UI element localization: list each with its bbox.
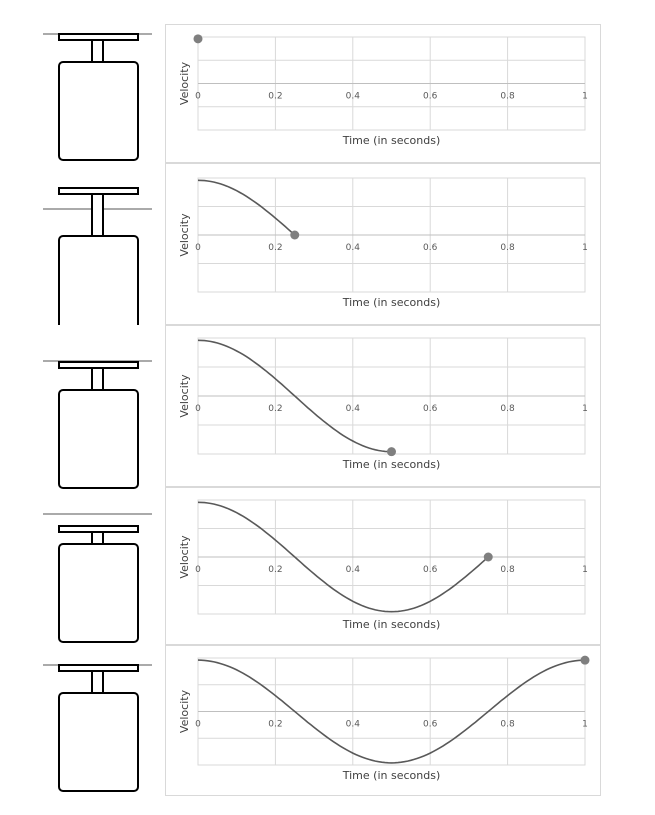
x-tick-label: 0.4 (345, 719, 360, 730)
chart-svg-5 (166, 646, 602, 797)
x-tick-label: 0.2 (268, 91, 283, 102)
chart-svg-2 (166, 164, 602, 326)
x-tick-label: 0.2 (268, 719, 283, 730)
chart-svg-3 (166, 326, 602, 488)
x-tick-label: 0 (195, 719, 201, 730)
piston-icon (40, 350, 200, 490)
x-tick-label: 0.8 (500, 243, 515, 253)
x-axis-title: Time (in seconds) (342, 618, 441, 631)
x-tick-label: 0.6 (423, 719, 438, 730)
x-tick-label: 0.2 (268, 243, 283, 253)
piston-rod (92, 368, 103, 390)
x-tick-label: 1 (582, 404, 588, 414)
x-tick-label: 0.4 (345, 91, 360, 102)
velocity-chart-4 (165, 487, 601, 645)
current-point-marker (581, 656, 590, 665)
x-tick-label: 0.4 (345, 565, 360, 575)
x-tick-label: 0.8 (500, 404, 515, 414)
x-axis-title: Time (in seconds) (342, 134, 441, 147)
y-axis-title: Velocity (178, 535, 191, 579)
x-tick-label: 0.6 (423, 404, 438, 414)
piston-body (59, 236, 138, 325)
piston-icon (40, 656, 200, 796)
x-tick-label: 0.6 (423, 565, 438, 575)
piston-rod (92, 40, 103, 62)
x-tick-label: 1 (582, 91, 588, 102)
x-tick-label: 0.8 (500, 719, 515, 730)
x-tick-label: 1 (582, 719, 588, 730)
x-tick-label: 0.6 (423, 243, 438, 253)
velocity-curve (198, 180, 295, 235)
piston-rod (92, 532, 103, 544)
x-tick-label: 0.4 (345, 243, 360, 253)
piston-icon (40, 185, 200, 325)
piston-icon (40, 24, 200, 164)
x-axis-title: Time (in seconds) (342, 769, 441, 782)
x-tick-label: 0.4 (345, 404, 360, 414)
x-tick-label: 0.8 (500, 565, 515, 575)
piston-body (59, 390, 138, 488)
x-axis-title: Time (in seconds) (342, 296, 441, 309)
current-point-marker (484, 553, 493, 562)
x-tick-label: 1 (582, 243, 588, 253)
x-tick-label: 0.2 (268, 404, 283, 414)
y-axis-title: Velocity (178, 213, 191, 257)
piston-body (59, 62, 138, 160)
x-tick-label: 1 (582, 565, 588, 575)
x-tick-label: 0.6 (423, 91, 438, 102)
piston-body (59, 544, 138, 642)
chart-svg-1 (166, 25, 602, 164)
piston-rod (92, 671, 103, 693)
y-axis-title: Velocity (178, 374, 191, 418)
x-tick-label: 0 (195, 91, 201, 102)
piston-icon (40, 510, 200, 650)
y-axis-title: Velocity (178, 61, 191, 106)
x-tick-label: 0 (195, 565, 201, 575)
velocity-chart-3 (165, 325, 601, 487)
velocity-chart-1 (165, 24, 601, 163)
piston-rod (92, 194, 103, 236)
x-tick-label: 0.8 (500, 91, 515, 102)
x-tick-label: 0.2 (268, 565, 283, 575)
y-axis-title: Velocity (178, 689, 191, 734)
x-axis-title: Time (in seconds) (342, 458, 441, 471)
velocity-chart-5 (165, 645, 601, 796)
piston-body (59, 693, 138, 791)
current-point-marker (387, 447, 396, 456)
x-tick-label: 0 (195, 404, 201, 414)
current-point-marker (290, 231, 299, 240)
velocity-chart-2 (165, 163, 601, 325)
x-tick-label: 0 (195, 243, 201, 253)
chart-svg-4 (166, 488, 602, 646)
